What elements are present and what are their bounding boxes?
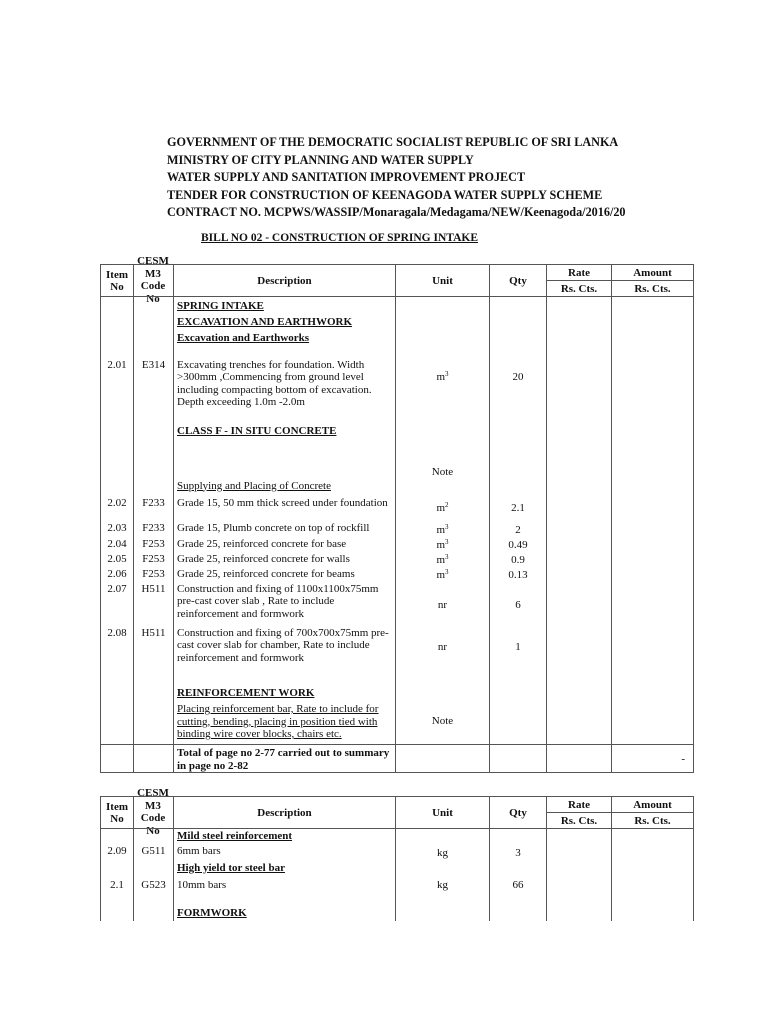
- section-row: [101, 478, 694, 494]
- description-header: Description: [174, 797, 396, 829]
- sub-concrete: Supplying and Placing of Concrete: [177, 479, 331, 492]
- rate-rs-cts: Rs. Cts.: [547, 813, 612, 829]
- note-reinforcement: Note: [396, 687, 490, 745]
- unit-header: Unit: [396, 797, 490, 829]
- table-row: 2.01 E314 Excavating trenches for foundation. Width >300mm ,Commencing from ground level including compacting bottom of excavation. Depth exceeding 1.0m -2.0m $m^3$ 20: [101, 357, 694, 425]
- amount-header: Amount: [612, 265, 694, 281]
- cesm-code-header: [134, 265, 174, 297]
- total-label: Total of page no 2-77 carried out to summary in page no 2-82: [174, 745, 396, 773]
- sub-excavation: Excavation and Earthworks: [177, 332, 310, 344]
- note-concrete: Note: [396, 425, 490, 478]
- section-row: [101, 687, 694, 745]
- header-line-4: TENDER FOR CONSTRUCTION OF KEENAGODA WATER SUPPLY SCHEME: [167, 187, 603, 202]
- section-row: [101, 297, 694, 357]
- cesm-code-label: CESM M3 Code No: [137, 255, 169, 305]
- qty-header: Qty: [490, 265, 547, 297]
- cesm-code-label: CESM M3 Code No: [137, 787, 169, 837]
- section-reinforcement: REINFORCEMENT WORK: [177, 686, 315, 699]
- section-row: [101, 907, 694, 921]
- description-header: Description: [174, 265, 396, 297]
- table-row: 2.1 G523 10mm bars kg 66: [101, 877, 694, 907]
- table-row: 2.08 H511 Construction and fixing of 700x700x75mm pre-cast cover slab for chamber, Rate to include reinforcement and formwork nr 1: [101, 627, 694, 687]
- table-row: 2.06 F253 Grade 25, reinforced concrete for beams $m^3$ 0.13: [101, 568, 694, 583]
- cesm-code-header: [134, 797, 174, 829]
- boq-table-2: [100, 796, 694, 921]
- amount-rs-cts: Rs. Cts.: [612, 813, 694, 829]
- table-row: 2.04 F253 Grade 25, reinforced concrete for base $m^3$ 0.49: [101, 538, 694, 553]
- section-excavation: EXCAVATION AND EARTHWORK: [177, 315, 353, 328]
- section-high-yield: High yield tor steel bar: [177, 861, 285, 874]
- section-row: [101, 861, 694, 877]
- document-header: [167, 134, 626, 222]
- rate-header: Rate: [547, 265, 612, 281]
- item-no-header: Item No: [101, 265, 134, 297]
- bill-title: BILL NO 02 - CONSTRUCTION OF SPRING INTAKE: [201, 232, 478, 244]
- header-line-1: GOVERNMENT OF THE DEMOCRATIC SOCIALIST REPUBLIC OF SRI LANKA: [167, 135, 619, 149]
- header-line-5: CONTRACT NO. MCPWS/WASSIP/Monaragala/Medagama/NEW/Keenagoda/2016/20: [167, 205, 626, 220]
- table-row: 2.05 F253 Grade 25, reinforced concrete for walls $m^3$ 0.9: [101, 553, 694, 568]
- section-mild-steel: Mild steel reinforcement: [177, 830, 293, 842]
- total-row: [101, 745, 694, 773]
- unit-header: Unit: [396, 265, 490, 297]
- amount-header: Amount: [612, 797, 694, 813]
- section-spring-intake: SPRING INTAKE: [177, 300, 264, 312]
- section-row: [101, 829, 694, 845]
- rate-header: Rate: [547, 797, 612, 813]
- header-line-3: WATER SUPPLY AND SANITATION IMPROVEMENT PROJECT: [167, 170, 526, 185]
- table-row: 2.07 H511 Construction and fixing of 1100x1100x75mm pre-cast cover slab , Rate to include reinforcement and formwork nr 6: [101, 583, 694, 627]
- boq-table-1: [100, 264, 694, 773]
- rate-rs-cts: Rs. Cts.: [547, 281, 612, 297]
- table-row: 2.03 F233 Grade 15, Plumb concrete on top of rockfill $m^3$ 2: [101, 522, 694, 538]
- amount-rs-cts: Rs. Cts.: [612, 281, 694, 297]
- section-formwork: FORMWORK: [177, 906, 247, 919]
- header-line-2: MINISTRY OF CITY PLANNING AND WATER SUPPLY: [167, 152, 474, 167]
- table-row: 2.02 F233 Grade 15, 50 mm thick screed under foundation $m^2$ 2.1: [101, 494, 694, 522]
- table-row: 2.09 G511 6mm bars kg 3: [101, 845, 694, 861]
- table-header-row: [101, 797, 694, 813]
- section-row: [101, 425, 694, 478]
- table-header-row: [101, 265, 694, 281]
- section-concrete: CLASS F - IN SITU CONCRETE: [177, 424, 337, 437]
- qty-header: Qty: [490, 797, 547, 829]
- sub-reinforcement: Placing reinforcement bar, Rate to include for cutting, bending, placing in position tied with binding wire cover blocks, chairs etc.: [177, 703, 379, 740]
- total-amount: -: [612, 745, 694, 773]
- item-no-header: Item No: [101, 797, 134, 829]
